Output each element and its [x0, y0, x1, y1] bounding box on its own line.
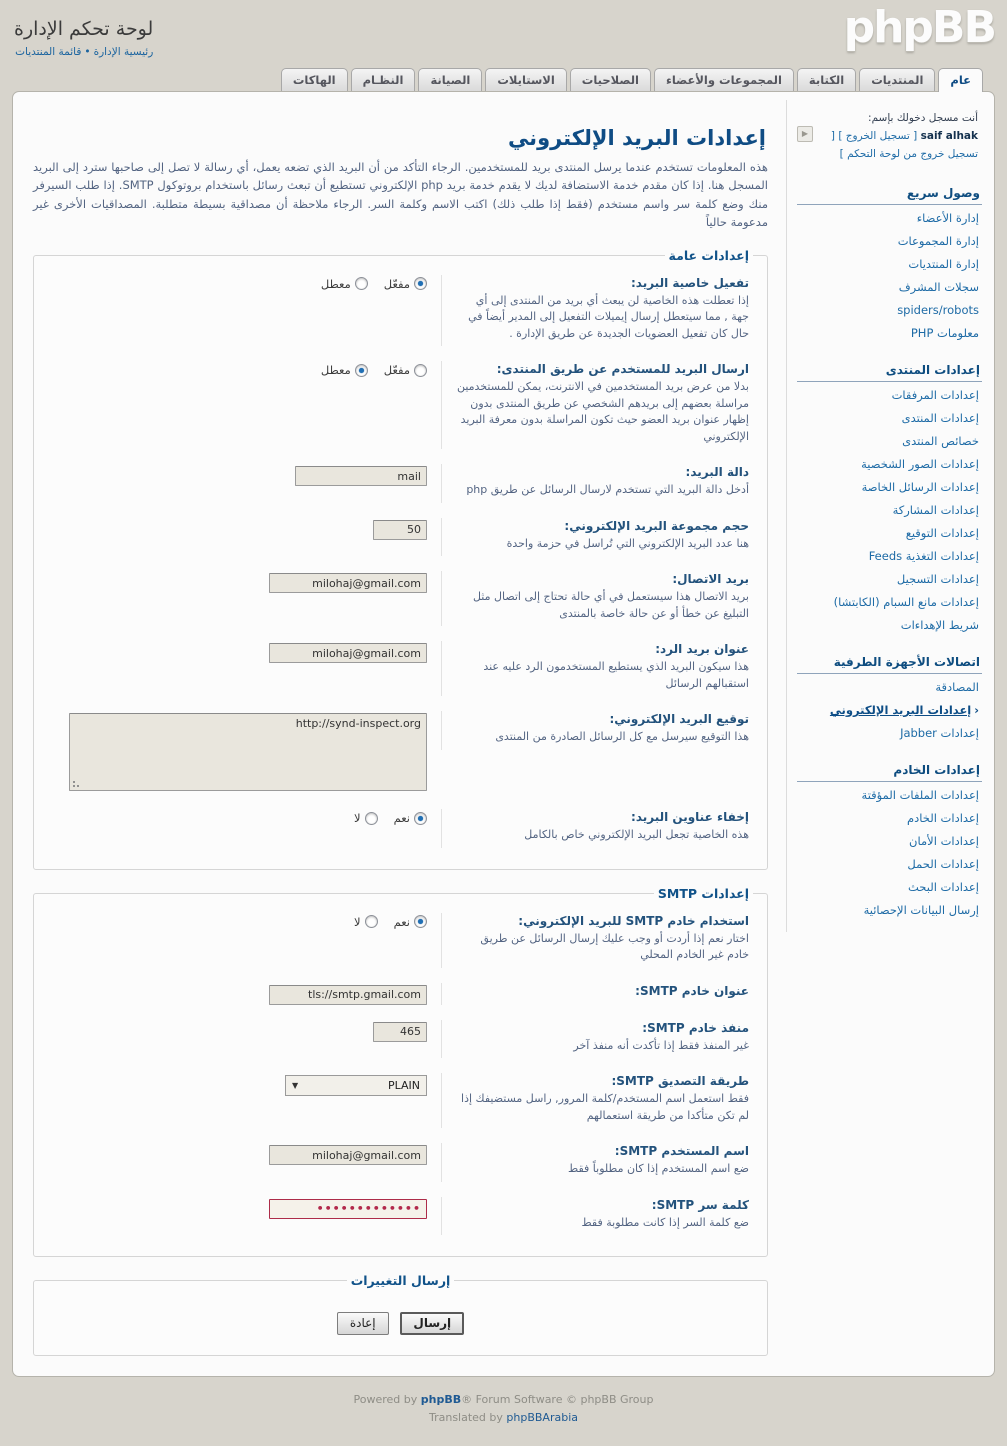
phpbb-link[interactable]: phpBB [420, 1393, 462, 1407]
sidebar-item-load-settings[interactable]: إعدادات الحمل [907, 857, 979, 872]
field-row-email-package-size [48, 518, 753, 557]
tab-permissions[interactable]: الصلاحيات [570, 68, 651, 91]
hide-emails-no-radio[interactable] [365, 812, 378, 825]
section-quick-access: وصول سريع [797, 184, 982, 205]
field-row-email-signature [48, 711, 753, 794]
field-label: استخدام خادم SMTP للبريد الإلكتروني: [518, 913, 749, 928]
tab-styles[interactable]: الاستايلات [485, 68, 566, 91]
tab-maintenance[interactable]: الصيانة [418, 68, 482, 91]
field-label: بريد الاتصال: [672, 572, 749, 587]
smtp-username-input[interactable] [269, 1145, 427, 1165]
field-explain: هذا سيكون البريد الذي يستطيع المستخدمون الرد عليه عند استقبالهم الرسائل [483, 660, 749, 690]
sidebar-item-avatar-settings[interactable]: إعدادات الصور الشخصية [861, 457, 979, 472]
reset-button[interactable]: إعادة [337, 1312, 389, 1335]
sidebar-box [786, 100, 988, 932]
email-via-board-enabled-radio[interactable] [414, 364, 427, 377]
footer [0, 1377, 1007, 1446]
translator-link[interactable]: phpBBArabia [506, 1410, 579, 1424]
board-email-enabled-radio[interactable] [414, 277, 427, 290]
content-area [13, 92, 786, 1376]
header [0, 0, 1007, 68]
radio-label: معطل [320, 276, 351, 291]
tab-forums[interactable]: المنتديات [859, 68, 935, 91]
smtp-password-input[interactable] [269, 1199, 427, 1219]
field-label: طريقة التصديق SMTP: [611, 1074, 749, 1089]
sidebar-item-attachments[interactable]: إعدادات المرفقات [891, 388, 979, 403]
sidebar-item-jabber-settings[interactable]: إعدادات Jabber [900, 726, 979, 741]
sidebar-item-board-features[interactable]: خصائص المنتدى [902, 434, 979, 449]
hide-emails-yes-radio[interactable] [414, 812, 427, 825]
username: saif alhak [920, 129, 978, 142]
sidebar-item-post-settings[interactable]: إعدادات المشاركة [892, 503, 979, 518]
field-row-smtp-username [48, 1143, 753, 1182]
tab-system[interactable]: النظـام [351, 68, 416, 91]
radio-label: نعم [393, 914, 410, 929]
sidebar-item-board-settings[interactable]: إعدادات المنتدى [901, 411, 979, 426]
field-label: تفعيل خاصية البريد: [630, 275, 749, 290]
submit-button[interactable]: إرسال [400, 1312, 464, 1335]
field-row-contact-email [48, 571, 753, 626]
sidebar-item-registration-settings[interactable]: إعدادات التسجيل [896, 572, 979, 587]
smtp-settings-legend: إعدادات SMTP [657, 885, 749, 901]
field-explain: هنا عدد البريد الإلكتروني التي تُراسل في حزمة واحدة [506, 536, 749, 550]
return-email-input[interactable] [269, 643, 427, 663]
tab-bar [0, 68, 1007, 91]
field-label: منفذ خادم SMTP: [642, 1020, 749, 1035]
email-via-board-disabled-radio[interactable] [355, 364, 368, 377]
field-label: إخفاء عناوين البريد: [631, 810, 749, 825]
tab-posting[interactable]: الكتابة [797, 68, 856, 91]
sidebar-item-authentication[interactable]: المصادقة [935, 680, 979, 695]
active-item-marker-icon: ‹ [974, 703, 979, 718]
select-value: PLAIN [387, 1079, 420, 1093]
radio-label: معطل [320, 363, 351, 378]
breadcrumb-forum-index[interactable]: قائمة المنتديات [15, 46, 82, 58]
use-smtp-no-radio[interactable] [365, 915, 378, 928]
field-explain: بريد الاتصال هذا سيستعمل في أي حالة تحتاج إلى اتصال مثل التبليغ عن خطأ أو عن حالة خاصة بالمنتدى [472, 590, 749, 620]
field-row-smtp-password [48, 1197, 753, 1236]
collapse-menu-icon[interactable]: ▶ [797, 126, 813, 142]
sidebar-item-moderator-logs[interactable]: سجلات المشرف [898, 280, 979, 295]
sidebar-item-search-settings[interactable]: إعدادات البحث [908, 880, 979, 895]
breadcrumb-admin-index[interactable]: رئيسية الإدارة [93, 46, 154, 58]
section-board-settings: إعدادات المنتدى [797, 361, 982, 382]
field-label: توقيع البريد الإلكتروني: [609, 712, 749, 727]
section-server-settings: إعدادات الخادم [797, 761, 982, 782]
field-row-use-smtp [48, 913, 753, 968]
smtp-settings-fieldset [33, 886, 768, 1258]
acp-logout-link[interactable]: [ تسجيل خروج من لوحة التحكم ] [830, 129, 978, 160]
page-description: هذه المعلومات تستخدم عندما يرسل المنتدى بريد للمستخدمين. الرجاء التأكد من أن البريد الذي تضعه يعمل، أي رسالة لا تصل إلى صاحبها سترد إلى البريد المسجل هنا. إذا كان مقدم خدمة الاستضافة لديك لا يقدم خدمة بريد php الإلكتروني تستطيع أن تبعث رسائل باستخدام بروتوكول SMTP. إذا طلب السيرفر منك وضع كلمة سر واسم مستخدم (فقط إذا طلب ذلك) اكتب الاسم وكلمة السر. الرجاء ملاحظة أن مصداقية بسيطة متطلبة. المصداقيات الأخرى غير مدعومة حالياً [33, 160, 768, 230]
field-explain: أدخل دالة البريد التي تستخدم لارسال الرسائل عن طريق php [466, 483, 749, 497]
sidebar-item-php-info[interactable]: معلومات PHP [910, 326, 979, 341]
powered-by-suffix: ® Forum Software © phpBB Group [461, 1393, 654, 1407]
smtp-host-input[interactable] [269, 985, 427, 1005]
field-explain: ضع كلمة السر إذا كانت مطلوبة فقط [581, 1215, 749, 1229]
radio-label: مفعّل [383, 276, 410, 291]
email-signature-textarea[interactable] [69, 713, 427, 791]
field-row-board-email [48, 275, 753, 347]
field-explain: اختار نعم إذا أردت أو وجب عليك إرسال الرسائل عن طريق خادم غير الخادم المحلي [480, 931, 749, 962]
breadcrumb-separator: • [84, 46, 91, 58]
board-email-disabled-radio[interactable] [355, 277, 368, 290]
tab-users-groups[interactable]: المجموعات والأعضاء [654, 68, 794, 91]
sidebar-item-send-statistics[interactable]: إرسال البيانات الإحصائية [863, 903, 979, 918]
field-explain: إذا تعطلت هذه الخاصية لن يبعث أي بريد من المنتدى إلى أي جهة , مما سيتعطل إرسال إيميلات التفعيل إلى المدير أيضاً في حال كان تفعيل العضويات الجديدة عن طريق الإدارة . [468, 293, 749, 340]
breadcrumb [14, 46, 153, 58]
submit-legend: إرسال التغييرات [350, 1273, 451, 1289]
sidebar-item-email-settings[interactable]: ‹إعدادات البريد الإلكتروني [829, 703, 979, 718]
submit-fieldset [33, 1273, 768, 1356]
general-settings-fieldset [33, 248, 768, 870]
tab-general[interactable]: عام [938, 68, 983, 92]
hide-emails-radio-group [338, 811, 427, 825]
header-title-block [14, 18, 153, 58]
field-label: دالة البريد: [685, 465, 749, 480]
field-explain: ضع اسم المستخدم إذا كان مطلوباً فقط [568, 1162, 749, 1176]
sidebar-item-server-settings[interactable]: إعدادات الخادم [907, 811, 979, 826]
field-row-smtp-auth-method [48, 1073, 753, 1128]
sidebar-item-manage-users[interactable]: إدارة الأعضاء [916, 211, 979, 226]
general-settings-legend: إعدادات عامة [668, 247, 749, 263]
field-row-smtp-host [48, 983, 753, 1005]
radio-label: نعم [393, 811, 410, 826]
field-label: عنوان بريد الرد: [655, 642, 749, 657]
user-login-box [797, 100, 982, 168]
field-explain: غير المنفذ فقط إذا تأكدت أنه منفذ آخر [573, 1038, 749, 1052]
page-title: إعدادات البريد الإلكتروني [507, 126, 766, 150]
phpbb-logo: phpBB [843, 2, 995, 53]
sidebar-item-captcha-settings[interactable]: إعدادات مانع السبام (الكابتشا) [833, 595, 979, 610]
acp-title: لوحة تحكم الإدارة [14, 18, 154, 40]
sidebar-item-manage-forums[interactable]: إدارة المنتديات [908, 257, 979, 272]
sidebar [786, 92, 994, 1376]
sidebar-item-manage-groups[interactable]: إدارة المجموعات [897, 234, 979, 249]
radio-label: لا [354, 811, 361, 826]
chevron-down-icon: ▼ [292, 1081, 299, 1091]
resize-grip-icon[interactable] [72, 780, 81, 789]
sidebar-item-security-settings[interactable]: إعدادات الأمان [909, 834, 979, 849]
field-explain: فقط استعمل اسم المستخدم/كلمة المرور, راسل مستضيفك إذا لم تكن متأكدا من طريقة استعمالهم [461, 1092, 749, 1122]
board-email-radio-group [305, 277, 427, 291]
logged-in-as-text: أنت مسجل دخولك بإسم: [868, 112, 978, 124]
field-label: حجم مجموعة البريد الإلكتروني: [564, 518, 749, 533]
contact-email-input[interactable] [269, 573, 427, 593]
sidebar-item-pm-settings[interactable]: إعدادات الرسائل الخاصة [861, 480, 979, 495]
powered-by-text: Powered by [353, 1393, 421, 1407]
field-label: كلمة سر SMTP: [651, 1197, 749, 1212]
main-panel [12, 91, 995, 1377]
email-function-input[interactable] [295, 466, 427, 486]
section-client-communication: اتصالات الأجهزة الطرفية [797, 653, 982, 674]
field-row-email-function [48, 464, 753, 503]
logout-link[interactable]: [ تسجيل الخروج ] [838, 129, 918, 142]
email-via-board-radio-group [305, 363, 427, 377]
smtp-port-input[interactable] [373, 1022, 427, 1042]
field-row-smtp-port [48, 1020, 753, 1059]
use-smtp-radio-group [338, 915, 427, 929]
radio-label: مفعّل [383, 363, 410, 378]
field-row-email-via-board [48, 361, 753, 449]
field-explain: هذه الخاصية تجعل البريد الإلكتروني خاص بالكامل [524, 828, 749, 842]
radio-label: لا [354, 914, 361, 929]
sidebar-item-cache-settings[interactable]: إعدادات الملفات المؤقتة [861, 788, 979, 803]
field-row-return-email [48, 641, 753, 696]
tab-mods[interactable]: الهاكات [281, 68, 348, 91]
email-package-size-input[interactable] [373, 520, 427, 540]
sidebar-item-spiders-robots[interactable]: spiders/robots [897, 303, 979, 318]
sidebar-nav [797, 184, 982, 922]
smtp-auth-method-select[interactable] [285, 1075, 427, 1096]
field-explain: هذا التوقيع سيرسل مع كل الرسائل الصادرة من المنتدى [495, 730, 749, 744]
field-label: عنوان خادم SMTP: [635, 983, 749, 998]
use-smtp-yes-radio[interactable] [414, 915, 427, 928]
translated-by-text: Translated by [428, 1410, 507, 1424]
field-label: اسم المستخدم SMTP: [614, 1144, 749, 1159]
sidebar-item-dedication-bar[interactable]: شريط الإهداءات [900, 618, 979, 633]
field-explain: بدلا من عرض بريد المستخدمين في الانترنت، يمكن للمستخدمين مراسلة بعضهم إلى بريدهم الشخصي عن طريق المنتدى بدون إظهار عنوان بريد العضو حيث تكون المراسلة بدون معرفة البريد الإلكتروني [456, 380, 749, 443]
sidebar-item-signature-settings[interactable]: إعدادات التوقيع [905, 526, 979, 541]
field-row-hide-emails [48, 809, 753, 848]
field-label: ارسال البريد للمستخدم عن طريق المنتدى: [496, 362, 749, 377]
sidebar-item-feed-settings[interactable]: إعدادات التغذية Feeds [868, 549, 979, 564]
